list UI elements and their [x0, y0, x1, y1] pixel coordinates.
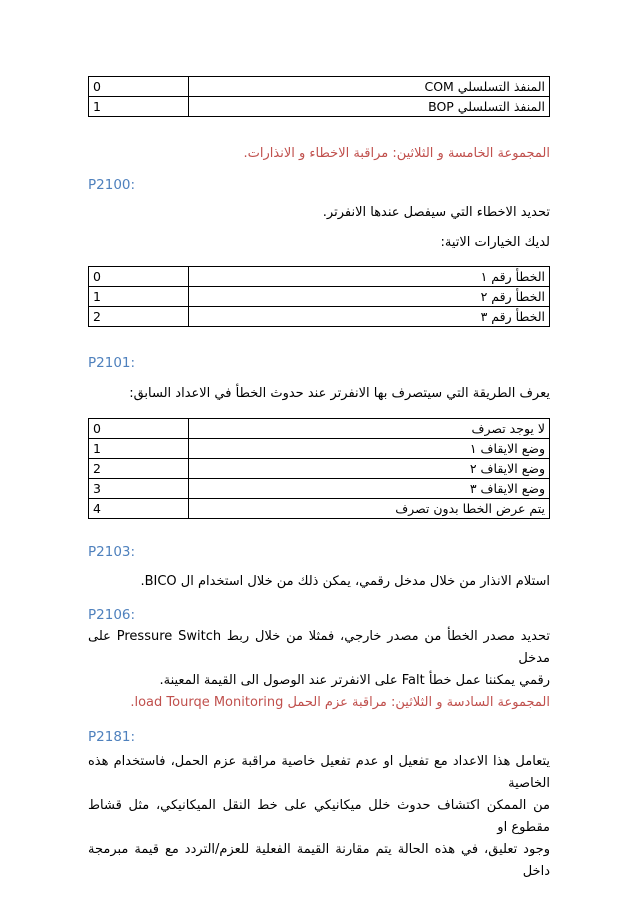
p2181-line-1: يتعامل هذا الاعداد مع تفعيل او عدم تفعيل خاصية مراقبة عزم الحمل، فاستخدام هذه الخاصية [88, 754, 550, 791]
option-value: 0 [89, 419, 189, 439]
p2103-description: استلام الانذار من خلال مدخل رقمي، يمكن ذلك من خلال استخدام ال BICO. [140, 574, 550, 589]
p2101-options-table [88, 418, 550, 519]
p2181-line-2: من الممكن اكتشاف حدوث خلل ميكانيكي على خط النقل الميكانيكي، مثل قشاط مقطوع او [88, 798, 550, 835]
p2181-description [88, 751, 550, 883]
p2106-description [88, 626, 550, 692]
p2100-description: تحديد الاخطاء التي سيفصل عندها الانفرتر. [322, 205, 550, 220]
group6-heading: المجموعة السادسة و الثلاثين: مراقبة عزم الحمل load Tourqe Monitoring. [130, 695, 550, 710]
option-value: 1 [89, 97, 189, 117]
option-label: وضع الايقاف ٢ [189, 459, 550, 479]
option-label: المنفذ التسلسلي COM [189, 77, 550, 97]
option-value: 0 [89, 77, 189, 97]
option-label: لا يوجد تصرف [189, 419, 550, 439]
table-row [89, 77, 550, 97]
option-label: الخطأ رقم ٣ [189, 307, 550, 327]
table-row [89, 267, 550, 287]
table-row [89, 479, 550, 499]
param-code-p2103: P2103: [88, 544, 136, 560]
param-code-p2100: P2100: [88, 177, 136, 193]
table-row [89, 439, 550, 459]
option-value: 3 [89, 479, 189, 499]
option-value: 0 [89, 267, 189, 287]
p2100-options-table [88, 266, 550, 327]
table-row [89, 307, 550, 327]
option-value: 1 [89, 439, 189, 459]
option-label: الخطأ رقم ٢ [189, 287, 550, 307]
option-value: 1 [89, 287, 189, 307]
p2101-description: يعرف الطريقة التي سيتصرف بها الانفرتر عند حدوث الخطأ في الاعداد السابق: [129, 386, 550, 401]
p2106-line-2: رقمي يمكننا عمل خطأ Falt على الانفرتر عند الوصول الى القيمة المعينة. [159, 673, 550, 688]
group5-heading: المجموعة الخامسة و الثلاثين: مراقبة الاخطاء و الانذارات. [243, 146, 550, 161]
param-code-p2181: P2181: [88, 729, 136, 745]
p2106-line-1: تحديد مصدر الخطأ من مصدر خارجي، فمثلا من خلال ربط Pressure Switch على مدخل [88, 629, 551, 666]
param-code-p2106: P2106: [88, 607, 136, 623]
option-label: وضع الايقاف ٣ [189, 479, 550, 499]
table-row [89, 499, 550, 519]
table-row [89, 459, 550, 479]
p2181-line-3: وجود تعليق، في هذه الحالة يتم مقارنة القيمة الفعلية للعزم/التردد مع قيمة مبرمجة داخل [88, 842, 550, 879]
option-label: يتم عرض الخطا بدون تصرف [189, 499, 550, 519]
option-value: 2 [89, 307, 189, 327]
option-value: 4 [89, 499, 189, 519]
option-label: وضع الايقاف ١ [189, 439, 550, 459]
option-label: الخطأ رقم ١ [189, 267, 550, 287]
param-code-p2101: P2101: [88, 355, 136, 371]
table-row [89, 419, 550, 439]
option-value: 2 [89, 459, 189, 479]
option-label: المنفذ التسلسلي BOP [189, 97, 550, 117]
port-options-table [88, 76, 550, 117]
p2100-options-intro: لديك الخيارات الاتية: [440, 235, 550, 250]
table-row [89, 97, 550, 117]
table-row [89, 287, 550, 307]
